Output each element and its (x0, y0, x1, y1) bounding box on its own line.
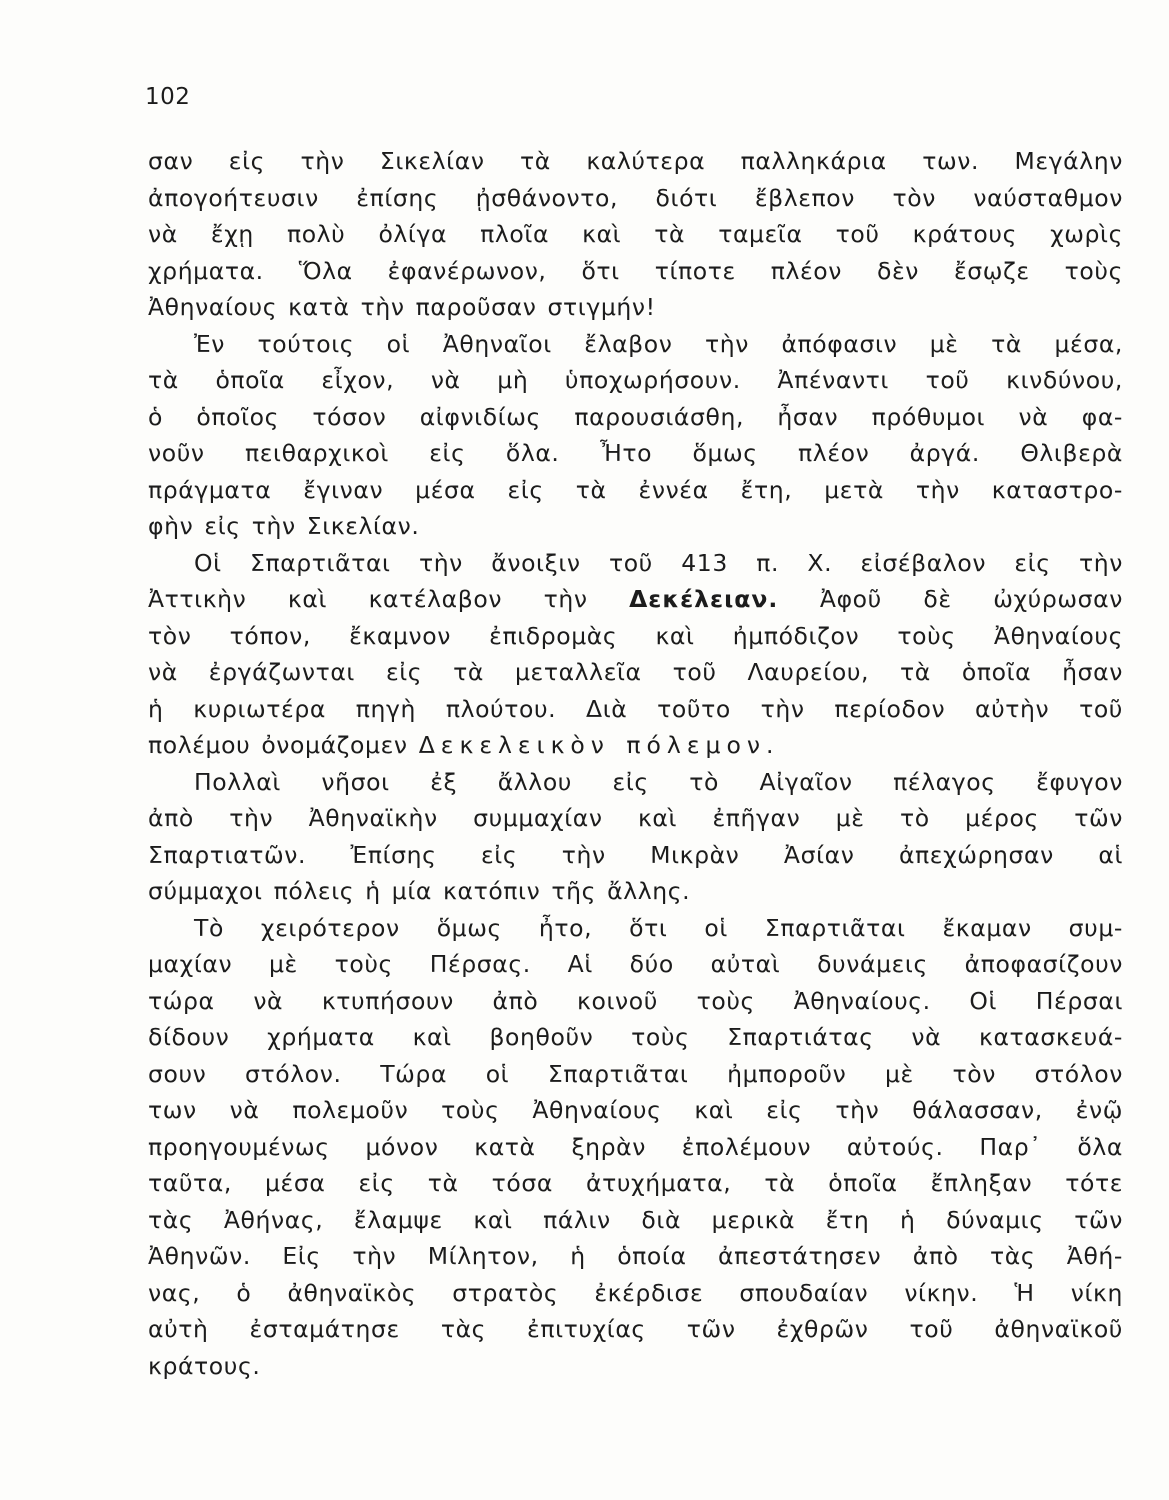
text-line: σουν στόλον. Τώρα οἱ Σπαρτιᾶται ἠμποροῦν μὲ τὸν στόλον (148, 1059, 1123, 1088)
text-line: νοῦν πειθαρχικοὶ εἰς ὅλα. Ἦτο ὅμως πλέον ἀργά. Θλιβερὰ (148, 439, 1123, 467)
text-line: νὰ ἔχῃ πολὺ ὀλίγα πλοῖα καὶ τὰ ταμεῖα τοῦ κράτους χωρὶς (148, 220, 1123, 248)
text-line (148, 581, 1123, 618)
text-line: Ἀθηνῶν. Εἰς τὴν Μίλητον, ἡ ὁποία ἀπεστάτησεν ἀπὸ τὰς Ἀθή- (148, 1242, 1123, 1270)
text-line: τὸν τόπον, ἔκαμνον ἐπιδρομὰς καὶ ἠμπόδιζον τοὺς Ἀθηναίους (148, 621, 1123, 650)
text-line: προηγουμένως μόνον κατὰ ξηρὰν ἐπολέμουν αὐτούς. Παρ᾽ ὅλα (148, 1132, 1123, 1161)
text-line: τὰς Ἀθήνας, ἔλαμψε καὶ πάλιν διὰ μερικὰ ἔτη ἡ δύναμις τῶν (148, 1205, 1123, 1234)
text-line (148, 727, 1123, 764)
emphasized-place-name: Δεκέλειαν. (629, 585, 779, 613)
paragraph-start-line: Πολλαὶ νῆσοι ἐξ ἄλλου εἰς τὸ Αἰγαῖον πέλαγος ἔφυγον (194, 767, 1123, 796)
text-line: ἀπὸ τὴν Ἀθηναϊκὴν συμμαχίαν καὶ ἐπῆγαν μὲ τὸ μέρος τῶν (148, 804, 1123, 832)
text-line: νὰ ἐργάζωνται εἰς τὰ μεταλλεῖα τοῦ Λαυρείου, τὰ ὁποῖα ἦσαν (148, 658, 1123, 686)
text-line: μαχίαν μὲ τοὺς Πέρσας. Αἱ δύο αὐταὶ δυνάμεις ἀποφασίζουν (148, 950, 1123, 978)
body-text (148, 143, 1123, 1384)
text-line: σαν εἰς τὴν Σικελίαν τὰ καλύτερα παλληκάρια των. Μεγάλην (148, 147, 1123, 175)
paragraph-start-line: Ἐν τούτοις οἱ Ἀθηναῖοι ἔλαβον τὴν ἀπόφασιν μὲ τὰ μέσα, (194, 329, 1123, 358)
text-line: δίδουν χρήματα καὶ βοηθοῦν τοὺς Σπαρτιάτας νὰ κατασκευά- (148, 1023, 1123, 1051)
text-line: Σπαρτιατῶν. Ἐπίσης εἰς τὴν Μικρὰν Ἀσίαν ἀπεχώρησαν αἱ (148, 840, 1123, 869)
paragraph-start-line: Οἱ Σπαρτιᾶται τὴν ἄνοιξιν τοῦ 413 π. Χ. εἰσέβαλον εἰς τὴν (194, 548, 1123, 577)
text-line: ἡ κυριωτέρα πηγὴ πλούτου. Διὰ τοῦτο τὴν περίοδον αὐτὴν τοῦ (148, 694, 1123, 723)
text-line: χρήματα. Ὅλα ἐφανέρωνον, ὅτι τίποτε πλέον δὲν ἔσῳζε τοὺς (148, 256, 1123, 285)
paragraph-start-line: Τὸ χειρότερον ὅμως ἦτο, ὅτι οἱ Σπαρτιᾶται ἔκαμαν συμ- (194, 913, 1123, 942)
text-line: πράγματα ἔγιναν μέσα εἰς τὰ ἐννέα ἔτη, μετὰ τὴν καταστρο- (148, 475, 1123, 504)
text-line: ταῦτα, μέσα εἰς τὰ τόσα ἀτυχήματα, τὰ ὁποῖα ἔπληξαν τότε (148, 1169, 1123, 1197)
text-segment: Ἀττικὴν καὶ κατέλαβον τὴν (148, 585, 588, 613)
text-line: ὁ ὁποῖος τόσον αἰφνιδίως παρουσιάσθη, ἦσαν πρόθυμοι νὰ φα- (148, 402, 1123, 431)
text-line: αὐτὴ ἐσταμάτησε τὰς ἐπιτυχίας τῶν ἐχθρῶν τοῦ ἀθηναϊκοῦ (148, 1315, 1123, 1343)
text-line: ἀπογοήτευσιν ἐπίσης ᾐσθάνοντο, διότι ἔβλεπον τὸν ναύσταθμον (148, 183, 1123, 212)
text-line: νας, ὁ ἀθηναϊκὸς στρατὸς ἐκέρδισε σπουδαίαν νίκην. Ἡ νίκη (148, 1278, 1123, 1307)
text-line: σύμμαχοι πόλεις ἡ μία κατόπιν τῆς ἄλλης. (148, 877, 691, 905)
text-line: τώρα νὰ κτυπήσουν ἀπὸ κοινοῦ τοὺς Ἀθηναίους. Οἱ Πέρσαι (148, 986, 1123, 1015)
text-line: Ἀθηναίους κατὰ τὴν παροῦσαν στιγμήν! (148, 293, 656, 321)
text-segment: Ἀφοῦ δὲ ὠχύρωσαν (819, 585, 1123, 613)
text-line: τὰ ὁποῖα εἶχον, νὰ μὴ ὑποχωρήσουν. Ἀπέναντι τοῦ κινδύνου, (148, 366, 1123, 394)
text-line: κράτους. (148, 1351, 261, 1380)
spaced-term: Δεκελεικὸν πόλεμον. (418, 731, 780, 759)
page-number: 102 (145, 84, 191, 110)
text-line: των νὰ πολεμοῦν τοὺς Ἀθηναίους καὶ εἰς τὴν θάλασσαν, ἐνῷ (148, 1096, 1123, 1124)
text-segment: πολέμου ὀνομάζομεν (148, 731, 408, 759)
text-line: φὴν εἰς τὴν Σικελίαν. (148, 512, 420, 540)
